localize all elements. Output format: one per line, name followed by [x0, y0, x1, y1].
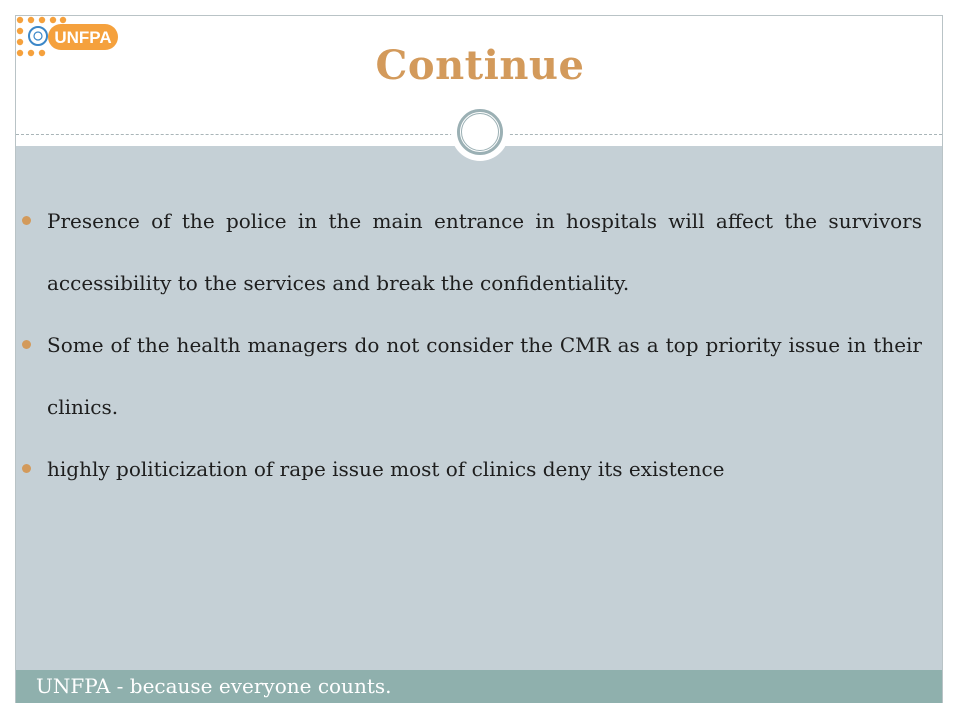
bullet-item: [20, 314, 922, 438]
page-title: Continue: [375, 42, 585, 89]
footer-text: UNFPA - because everyone counts.: [36, 674, 392, 698]
bullet-dot-icon: [22, 216, 31, 225]
bullet-list: [20, 190, 922, 500]
decorative-circle-icon: [451, 103, 509, 161]
footer-bar: [16, 670, 942, 703]
bullet-dot-icon: [22, 340, 31, 349]
logo-text: UNFPA: [54, 28, 112, 47]
bullet-dot-icon: [22, 464, 31, 473]
bullet-text: Presence of the police in the main entrance in hospitals will affect the survivors accessibility to the services and break the confidentiality.: [47, 209, 922, 295]
bullet-text: highly politicization of rape issue most of clinics deny its existence: [47, 457, 725, 481]
bullet-item: [20, 190, 922, 314]
bullet-item: [20, 438, 922, 500]
bullet-text: Some of the health managers do not consider the CMR as a top priority issue in their clinics.: [47, 333, 922, 419]
